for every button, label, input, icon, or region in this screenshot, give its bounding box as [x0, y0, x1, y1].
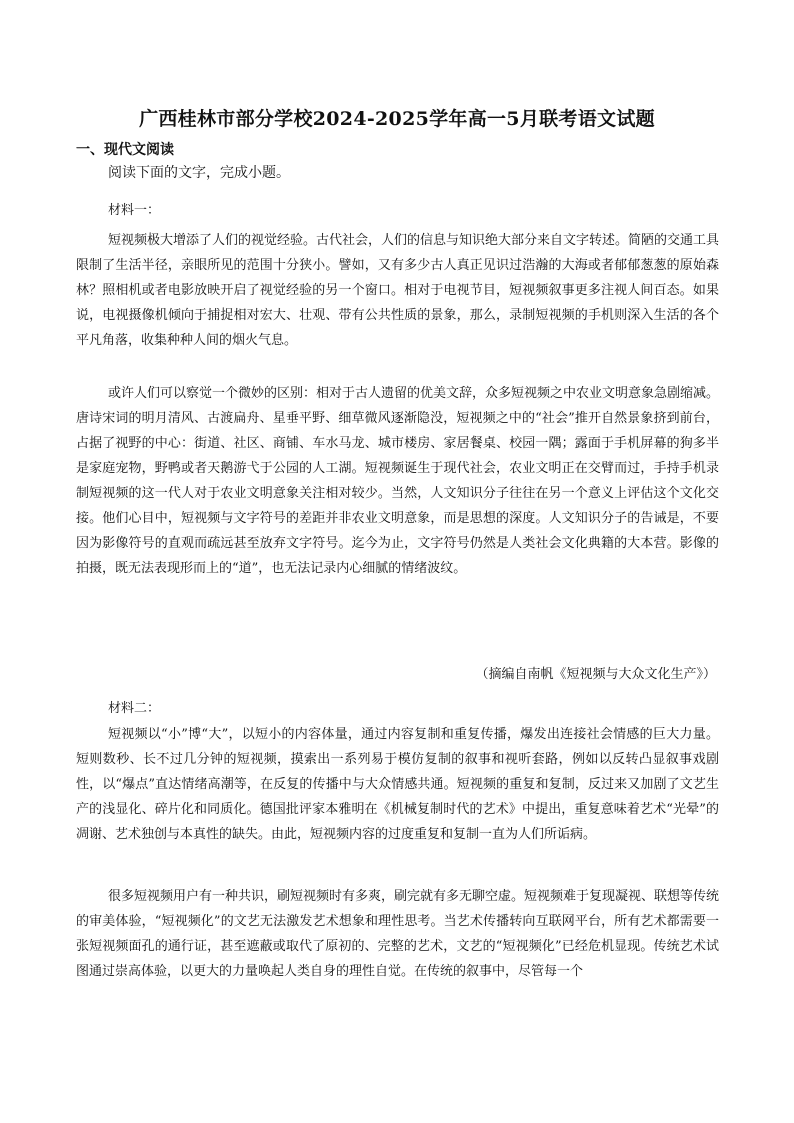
reading-instruction: 阅读下面的文字，完成小题。 — [108, 165, 290, 181]
material-one-label: 材料一： — [108, 203, 161, 218]
material-one-paragraph-2: 或许人们可以察觉一个微妙的区别：相对于古人遗留的优美文辞，众多短视频之中农业文明意象急剧缩减。唐诗宋词的明月清风、古渡扁舟、星垂平野、细草微风逐渐隐没，短视频之中的“社会”推开自然景象挤到前台，占据了视野的中心：街道、社区、商铺、车水马龙、城市楼房、家居餐桌、校园一隅；露面于手机屏幕的狗多半是家庭宠物，野鸭或者天鹅游弋于公园的人工湖。短视频诞生于现代社会，农业文明正在交臂而过，手持手机录制短视频的这一代人对于农业文明意象关注相对较少。当然，人文知识分子往往在另一个意义上评估这个文化交接。他们心目中，短视频与文字符号的差距并非农业文明意象，而是思想的深度。人文知识分子的告诫是，不要因为影像符号的直观而疏远甚至放弃文字符号。迄今为止，文字符号仍然是人类社会文化典籍的大本营。影像的拍摄，既无法表现形而上的“道”，也无法记录内心细腻的情绪波纹。 — [76, 386, 720, 576]
material-two-paragraph-2: 很多短视频用户有一种共识，刷短视频时有多爽，刷完就有多无聊空虚。短视频难于复现凝视、联想等传统的审美体验，“短视频化”的文艺无法激发艺术想象和理性思考。当艺术传播转向互联网平台，所有艺术都需要一张短视频面孔的通行证，甚至遮蔽或取代了原初的、完整的艺术，文艺的“短视频化”已经危机显现。传统艺术试图通过崇高体验，以更大的力量唤起人类自身的理性自觉。在传统的叙事中，尽管每一个 — [76, 889, 720, 979]
material-one-source: （摘编自南帆《短视频与大众文化生产》） — [475, 667, 716, 682]
document-title: 广西桂林市部分学校2024-2025学年高一5月联考语文试题 — [139, 108, 655, 130]
material-one-paragraph-1: 短视频极大增添了人们的视觉经验。古代社会，人们的信息与知识绝大部分来自文字转述。简陋的交通工具限制了生活半径，亲眼所见的范围十分狭小。譬如，又有多少古人真正见识过浩瀚的大海或者郁郁葱葱的原始森林？照相机或者电影放映开启了视觉经验的另一个窗口。相对于电视节目，短视频叙事更多注视人间百态。如果说，电视摄像机倾向于捕捉相对宏大、壮观、带有公共性质的景象，那么，录制短视频的手机则深入生活的各个平凡角落，收集种种人间的烟火气息。 — [76, 233, 720, 348]
material-two-paragraph-1: 短视频以“小”博“大”，以短小的内容体量，通过内容复制和重复传播，爆发出连接社会情感的巨大力量。短则数秒、长不过几分钟的短视频，摸索出一系列易于模仿复制的叙事和视听套路，例如以反转凸显叙事戏剧性，以“爆点”直达情绪高潮等，在反复的传播中与大众情感共通。短视频的重复和复制，反过来又加剧了文艺生产的浅显化、碎片化和同质化。德国批评家本雅明在《机械复制时代的艺术》中提出，重复意味着艺术“光晕”的凋谢、艺术独创与本真性的缺失。由此，短视频内容的过度重复和复制一直为人们所诟病。 — [76, 727, 719, 842]
material-two-label: 材料二： — [108, 701, 161, 716]
section-heading: 一、现代文阅读 — [76, 142, 174, 158]
